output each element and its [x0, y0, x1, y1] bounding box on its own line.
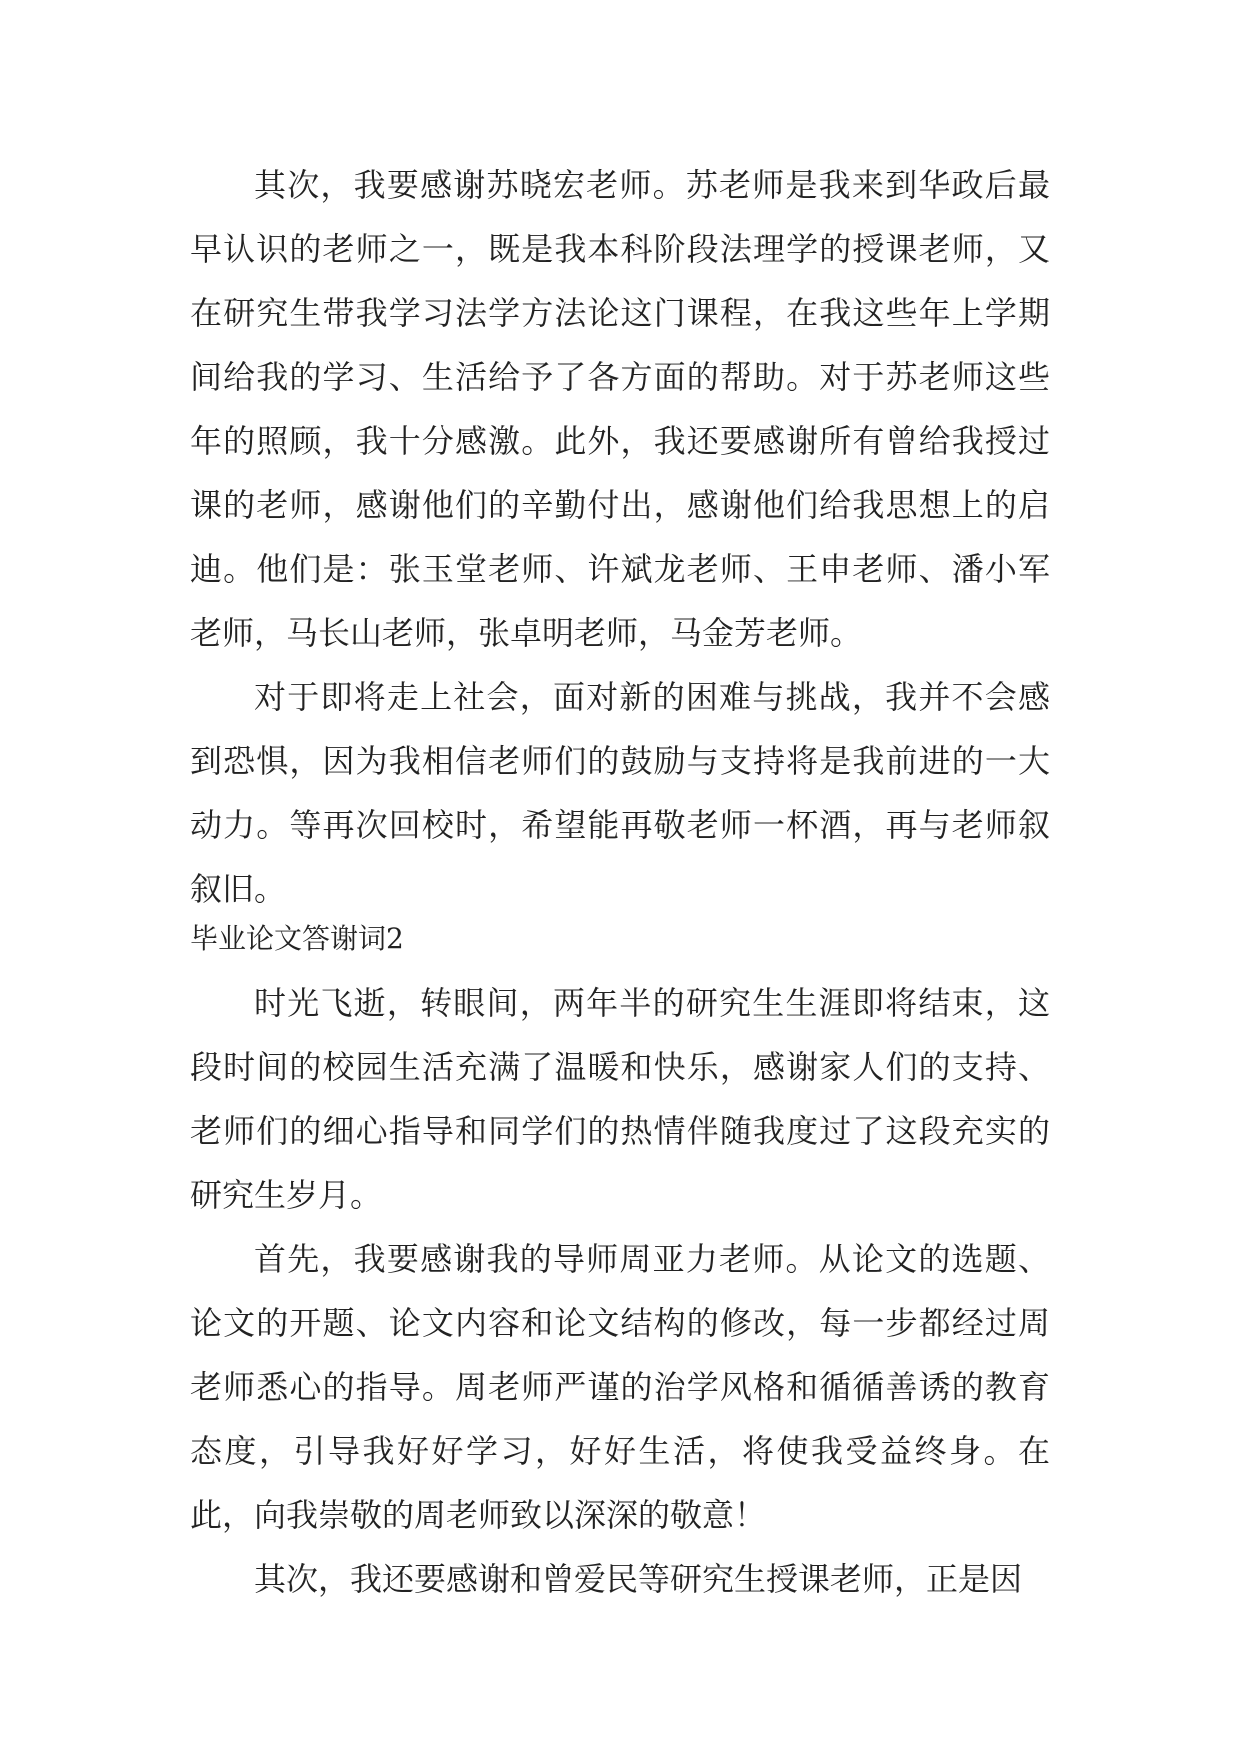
paragraph-thanks-teachers: 其次，我还要感谢和曾爱民等研究生授课老师，正是因 [254, 1560, 1023, 1598]
paragraph-thanks-su: 其次，我要感谢苏晓宏老师。苏老师是我来到华政后最早认识的老师之一，既是我本科阶段法理学的授课老师，又在研究生带我学习法学方法论这门课程，在我这些年上学期间给我的学习、生活给予了各方面的帮助。对于苏老师这些年的照顾，我十分感激。此外，我还要感谢所有曾给我授过课的老师，感谢他们的辛勤付出，感谢他们给我思想上的启迪。他们是：张玉堂老师、许斌龙老师、王申老师、潘小军老师，马长山老师，张卓明老师，马金芳老师。 [190, 166, 1050, 652]
section-2 [190, 907, 1050, 1611]
paragraph-future: 对于即将走上社会，面对新的困难与挑战，我并不会感到恐惧，因为我相信老师们的鼓励与支持将是我前进的一大动力。等再次回校时，希望能再敬老师一杯酒，再与老师叙叙旧。 [190, 678, 1050, 908]
paragraph-thanks-advisor: 首先，我要感谢我的导师周亚力老师。从论文的选题、论文的开题、论文内容和论文结构的修改，每一步都经过周老师悉心的指导。周老师严谨的治学风格和循循善诱的教育态度，引导我好好学习，好好生活，将使我受益终身。在此，向我崇敬的周老师致以深深的敬意！ [190, 1240, 1050, 1534]
section-1 [190, 153, 1050, 921]
section-heading: 毕业论文答谢词2 [190, 922, 404, 955]
paragraph-intro: 时光飞逝，转眼间，两年半的研究生生涯即将结束，这段时间的校园生活充满了温暖和快乐，感谢家人们的支持、老师们的细心指导和同学们的热情伴随我度过了这段充实的研究生岁月。 [190, 984, 1050, 1214]
